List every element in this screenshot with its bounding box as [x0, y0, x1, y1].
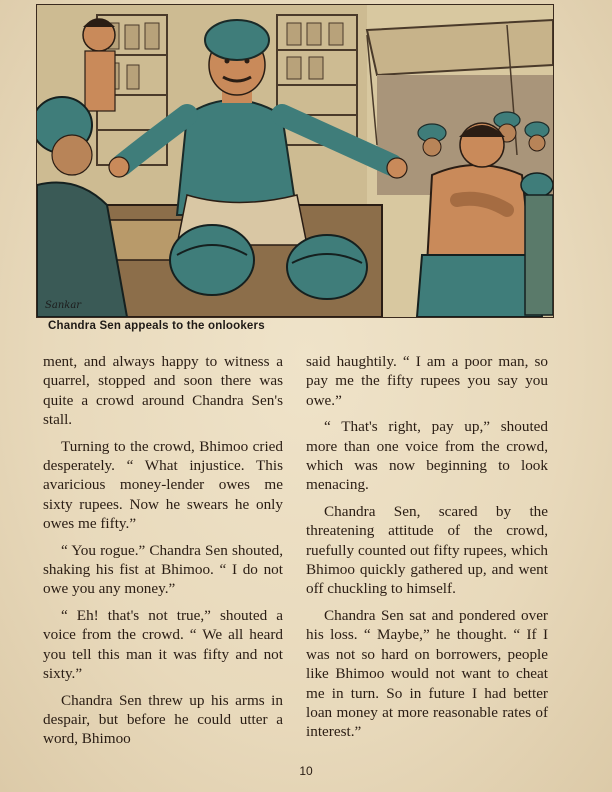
paragraph: Chandra Sen, scared by the threatening attitude of the crowd, ruefully counted out fifty rupees, which Bhimoo quickly gathered up, and went off chuckling to himself.	[306, 502, 548, 598]
paragraph: said haughtily. “ I am a poor man, so pay me the fifty rupees you say you owe.”	[306, 353, 548, 409]
market-scene-drawing	[37, 5, 553, 317]
onlooker-right	[521, 173, 553, 315]
artist-signature: Sankar	[45, 300, 82, 311]
market-awning	[367, 20, 553, 75]
story-illustration	[36, 4, 554, 318]
page-number: 10	[299, 764, 313, 778]
paragraph: “ That's right, pay up,” shouted more than one voice from the crowd, which was now beginning to look menacing.	[306, 418, 548, 494]
paragraph: “ Eh! that's not true,” shouted a voice from the crowd. “ We all heard you tell this man it was fifty and not sixty.”	[43, 606, 283, 683]
paragraph: Chandra Sen sat and pondered over his loss. “ Maybe,” he thought. “ If I was not so hard on borrowers, people like Bhimoo would not want to cheat me in turn. So in future I had better loan money at more reasonable rates of interest.”	[306, 606, 548, 741]
illustration-caption: Chandra Sen appeals to the onlookers	[48, 320, 265, 332]
boy-figure	[83, 19, 115, 111]
paragraph: Chandra Sen threw up his arms in despair, but before he could utter a word, Bhimoo	[43, 691, 283, 748]
paragraph: Turning to the crowd, Bhimoo cried desperately. “ What injustice. This avaricious money-lender owes me sixty rupees. Now he swears he only owes me fifty.”	[43, 437, 283, 533]
text-column-left	[43, 352, 283, 756]
paragraph: ment, and always happy to witness a quarrel, stopped and soon there was quite a crowd around Chandra Sen's stall.	[43, 353, 283, 429]
paragraph: “ You rogue.” Chandra Sen shouted, shaking his fist at Bhimoo. “ I do not owe you any money.”	[43, 541, 283, 598]
text-column-right	[306, 352, 548, 749]
